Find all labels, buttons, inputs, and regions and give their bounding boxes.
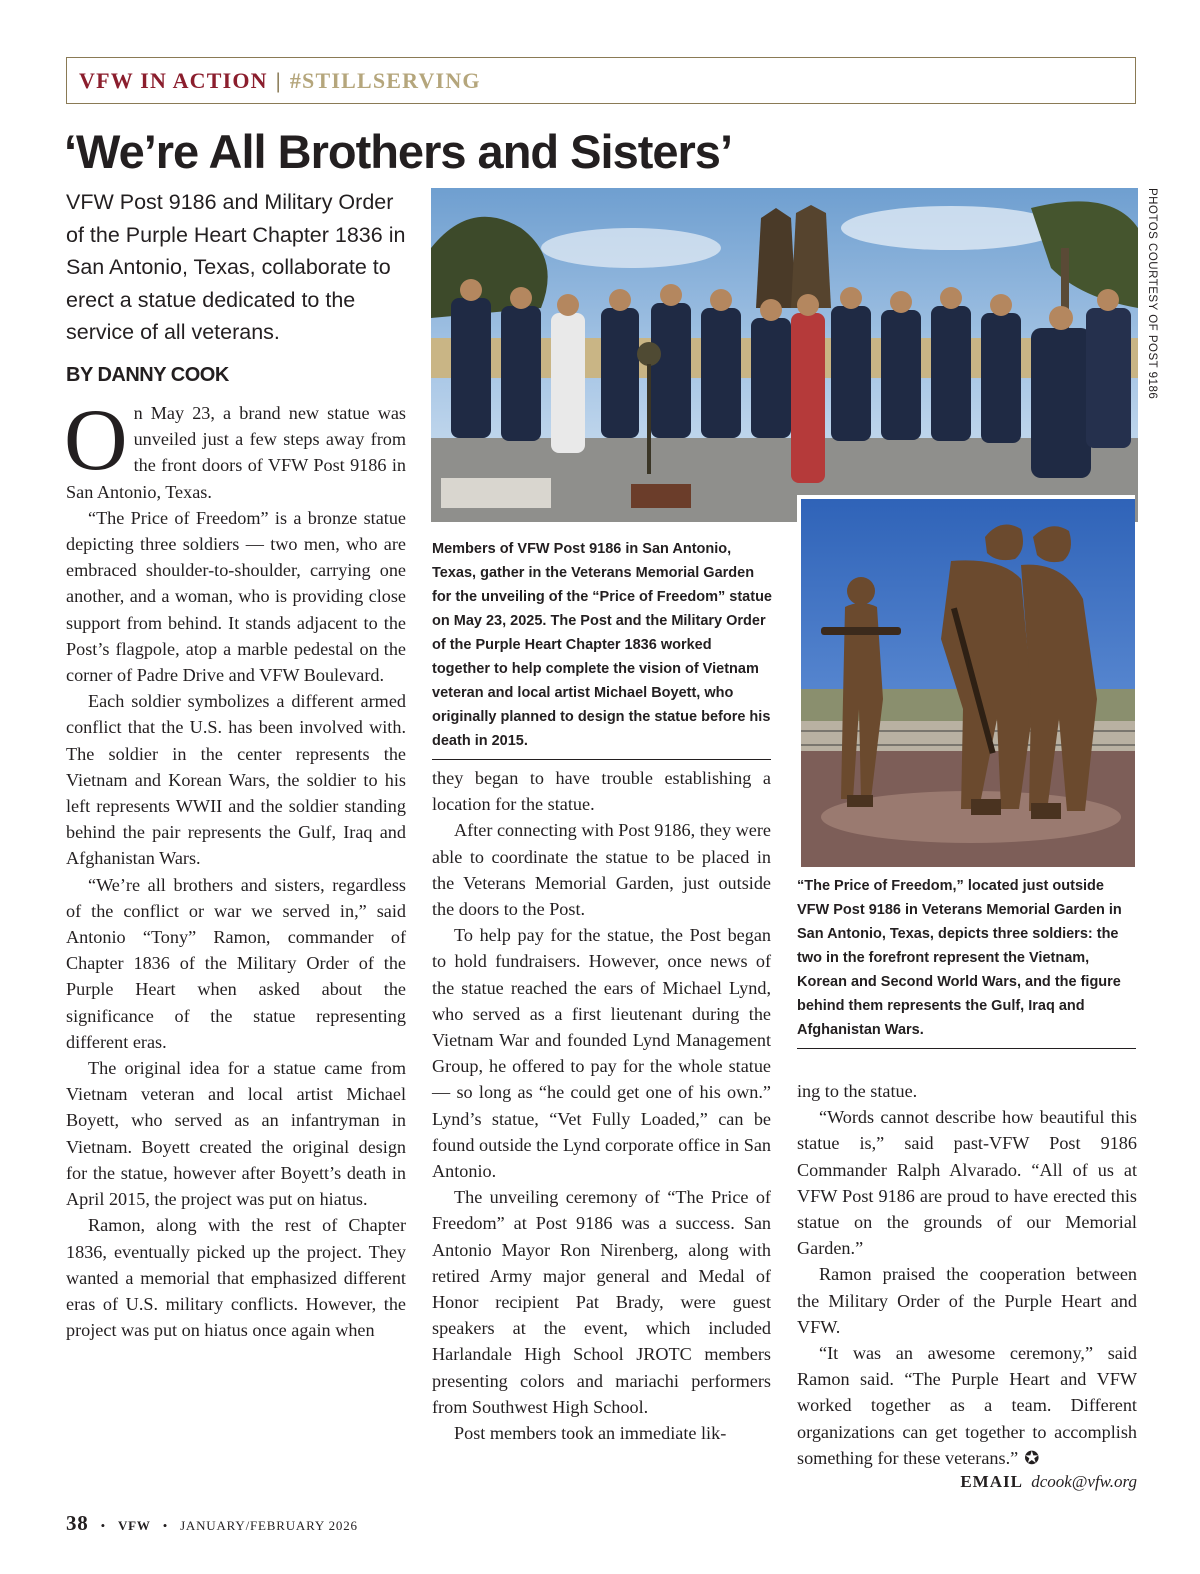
author-email: [797, 1472, 1137, 1492]
statue-photo-illustration: [801, 499, 1135, 867]
statue-photo: [797, 495, 1135, 867]
footer-bullet: •: [100, 1518, 106, 1533]
article-column-3: [797, 1078, 1137, 1471]
article-paragraph: On May 23, a brand new statue was unveiled just a few steps away from the front doors of VFW Post 9186 in San Antonio, Texas.: [64, 392, 406, 502]
group-photo-illustration: [431, 188, 1138, 522]
article-column-2: [432, 765, 771, 1446]
section-label: VFW IN ACTION: [79, 67, 268, 93]
article-paragraph: “We’re all brothers and sisters, regardless of the conflict or war we served in,” said Antonio “Tony” Ramon, commander of Chapter 1836 of the Military Order of the Purple Heart when asked about the significance of the statue representing different eras.: [66, 874, 406, 1052]
end-mark-icon: ✪: [1024, 1447, 1040, 1468]
page-number: 38: [66, 1511, 89, 1535]
article-paragraph: To help pay for the statue, the Post began to hold fundraisers. However, once news of the statue reached the ears of Michael Lynd, who served as a first lieutenant during the Vietnam War and founded Lynd Management Group, he offered to pay for the whole statue — so long as “he could get one of his own.” Lynd’s statue, “Vet Fully Loaded,” can be found outside the Lynd corporate office in San Antonio.: [432, 925, 771, 1182]
article-paragraph: “It was an awesome ceremony,” said Ramon said. “The Purple Heart and VFW worked together as a team. Different organizations can get together to accomplish something for these veterans.” ✪: [797, 1343, 1137, 1468]
article-paragraph: they began to have trouble establishing a location for the statue.: [432, 768, 771, 815]
photo-credit: PHOTOS COURTESY OF POST 9186: [1146, 188, 1158, 400]
article-paragraph: Each soldier symbolizes a different armed conflict that the U.S. has been involved with. The soldier in the center represents the Vietnam and Korean Wars, the soldier to his left represents WWII and the soldier standing behind the pair represents the Gulf, Iraq and Afghanistan Wars.: [66, 691, 406, 869]
group-photo-caption: Members of VFW Post 9186 in San Antonio, Texas, gather in the Veterans Memorial Garden for the unveiling of the “Price of Freedom” statue on May 23, 2025. The Post and the Military Order of the Purple Heart Chapter 1836 worked together to help complete the vision of Vietnam veteran and local artist Michael Boyett, who originally planned to design the statue before his death in 2015.: [432, 541, 772, 749]
statue-photo-caption: “The Price of Freedom,” located just outside VFW Post 9186 in Veterans Memorial Garden in San Antonio, Texas, depicts three soldiers: the two in the forefront represent the Vietnam, Korean and Second World Wars, and the figure behind them represents the Gulf, Iraq and Afghanistan Wars.: [797, 878, 1122, 1038]
group-photo: [431, 188, 1138, 522]
footer-magazine: VFW: [117, 1518, 151, 1533]
section-tag: #STILLSERVING: [289, 67, 481, 93]
article-paragraph: Post members took an immediate lik-: [454, 1423, 727, 1444]
headline: ‘We’re All Brothers and Sisters’: [64, 125, 732, 178]
article-paragraph: Ramon, along with the rest of Chapter 1836, eventually picked up the project. They wanted a memorial that emphasized different eras of U.S. military conflicts. However, the project was put on hiatus once again when: [66, 1215, 406, 1341]
section-separator: |: [275, 67, 282, 93]
byline: BY DANNY COOK: [66, 364, 229, 386]
article-paragraph: ing to the statue.: [797, 1081, 918, 1101]
caption-rule: [432, 759, 771, 760]
article-paragraph: The original idea for a statue came from Vietnam veteran and local artist Michael Boyett, who served as an infantryman in Vietnam. Boyett created the original design for the statue, however after Boyett’s death in April 2015, the project was put on hiatus.: [66, 1058, 406, 1210]
article-paragraph: “Words cannot describe how beautiful this statue is,” said past-VFW Post 9186 Commander Ralph Alvarado. “All of us at VFW Post 9186 are proud to have erected this statue on the grounds of our Memorial Garden.”: [797, 1107, 1137, 1259]
footer-bullet: •: [162, 1518, 169, 1533]
caption-rule: [797, 1048, 1136, 1049]
article-paragraph: The unveiling ceremony of “The Price of Freedom” at Post 9186 was a success. San Antonio Mayor Ron Nirenberg, along with retired Army major general and Medal of Honor recipient Pat Brady, were guest speakers at the event, which included Harlandale High School JROTC members presenting colors and mariachi performers from Southwest High School.: [432, 1187, 771, 1417]
deck: VFW Post 9186 and Military Order of the Purple Heart Chapter 1836 in San Antonio, Texas, collaborate to erect a statue dedicated to the service of all veterans.: [66, 190, 406, 344]
article-paragraph: After connecting with Post 9186, they were able to coordinate the statue to be placed in the Veterans Memorial Garden, just outside the doors to the Post.: [432, 820, 771, 920]
email-address[interactable]: dcook@vfw.org: [1031, 1472, 1137, 1491]
email-label: EMAIL: [960, 1472, 1023, 1491]
drop-cap: O: [64, 392, 128, 489]
article-paragraph: Ramon praised the cooperation between the Military Order of the Purple Heart and VFW.: [797, 1264, 1137, 1337]
page-footer: [66, 1511, 358, 1536]
article-column-1: [64, 392, 406, 1343]
footer-issue: JANUARY/FEBRUARY 2026: [180, 1518, 358, 1533]
article-paragraph: “The Price of Freedom” is a bronze statue depicting three soldiers — two men, who are embraced shoulder-to-shoulder, carrying one another, and a woman, who is providing close support from behind. It stands adjacent to the Post’s flagpole, atop a marble pedestal on the corner of Padre Drive and VFW Boulevard.: [66, 507, 406, 686]
section-header: [66, 57, 1136, 104]
